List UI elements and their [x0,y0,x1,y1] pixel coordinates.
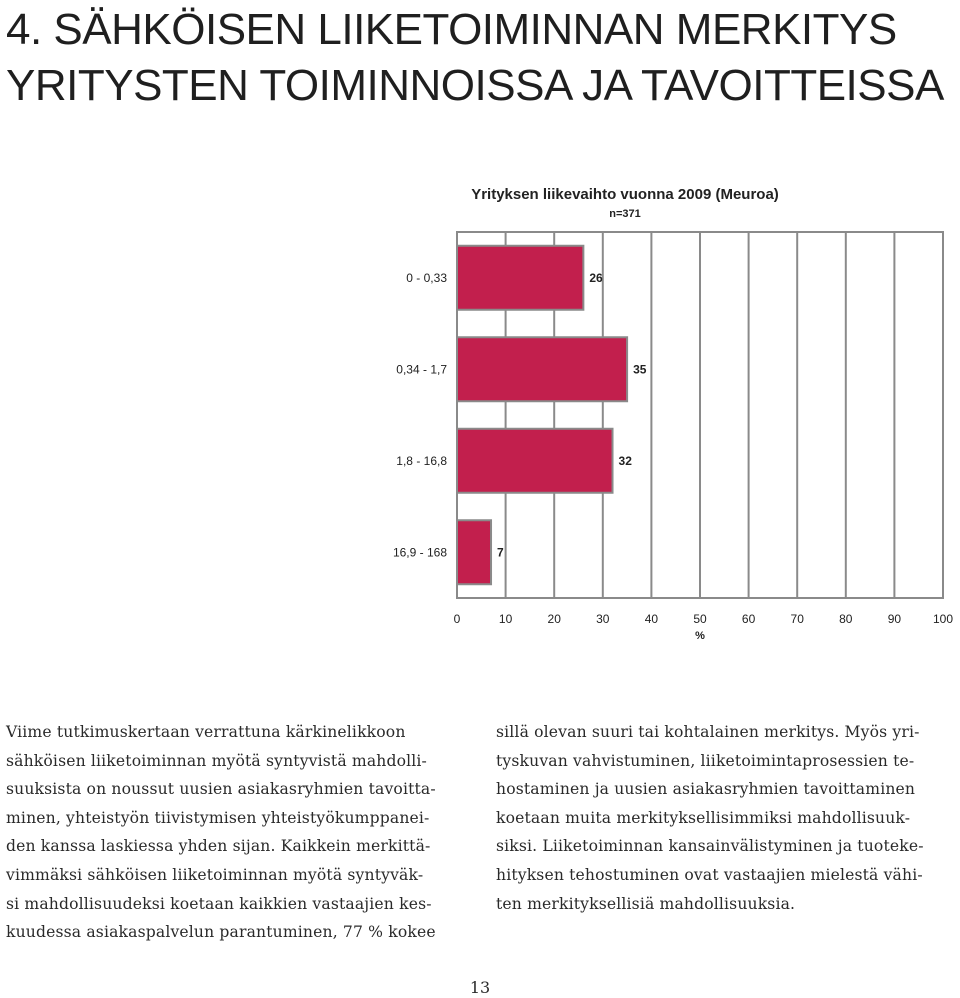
x-tick-label: 0 [453,612,461,626]
y-tick-label: 16,9 - 168 [392,545,447,560]
x-tick-label: 40 [644,612,659,626]
data-label: 7 [497,545,504,560]
heading-line-2: YRITYSTEN TOIMINNOISSA JA TAVOITTEISSA [6,61,944,110]
body-line: tyskuvan vahvistuminen, liiketoimintaprosessien te- [496,751,915,770]
body-line: sillä olevan suuri tai kohtalainen merkitys. Myös yri- [496,723,920,741]
y-tick-label: 0,34 - 1,7 [396,362,447,377]
y-tick-label: 0 - 0,33 [406,270,447,285]
bar [457,429,613,493]
body-line: suuksista on noussut uusien asiakasryhmien tavoitta- [6,780,436,799]
body-line: si mahdollisuudeksi koetaan kaikkien vastaajien kes- [6,894,432,913]
chart-sample-size: n=371 [609,208,641,220]
data-label: 32 [618,453,632,468]
x-tick-label: 100 [932,612,954,626]
bar [457,337,627,401]
heading-line-1: 4. SÄHKÖISEN LIIKETOIMINNAN MERKITYS [6,5,897,54]
x-tick-label: 80 [839,612,853,626]
y-tick-label: 1,8 - 16,8 [396,453,447,468]
x-tick-label: 90 [887,612,902,626]
body-line: vimmäksi sähköisen liiketoiminnan myötä syntyväk- [6,865,424,884]
x-tick-label: 60 [741,612,756,626]
body-line: Viime tutkimuskertaan verrattuna kärkinelikkoon [6,723,406,741]
bar [457,520,491,584]
body-line: minen, yhteistyön tiivistymisen yhteistyökumppanei- [6,808,430,827]
data-label: 35 [633,362,647,377]
body-text-left [6,718,456,947]
bar [457,246,583,310]
x-tick-label: 30 [596,612,610,626]
body-line: koetaan muita merkityksellisimmiksi mahdollisuuk- [496,808,911,827]
body-line: kuudessa asiakaspalvelun parantuminen, 77 % kokee [6,923,436,942]
body-line: hostaminen ja uusien asiakasryhmien tavoittaminen [496,780,916,799]
x-axis-label: % [695,630,705,642]
x-tick-label: 50 [693,612,707,626]
body-line: ten merkityksellisiä mahdollisuuksia. [496,894,796,913]
body-line: siksi. Liiketoiminnan kansainvälistyminen ja tuoteke- [496,837,924,856]
body-text-right [496,718,946,918]
x-tick-label: 70 [790,612,804,626]
data-label: 26 [589,270,603,285]
chart-title: Yrityksen liikevaihto vuonna 2009 (Meuroa) [471,186,779,203]
body-line: sähköisen liiketoiminnan myötä syntyvistä mahdolli- [6,751,427,770]
body-line: hityksen tehostuminen ovat vastaajien mielestä vähi- [496,865,923,884]
x-tick-label: 10 [498,612,513,626]
page-number: 13 [469,978,491,997]
body-line: den kanssa laskiessa yhden sijan. Kaikkein merkittä- [6,837,431,856]
x-tick-label: 20 [547,612,561,626]
